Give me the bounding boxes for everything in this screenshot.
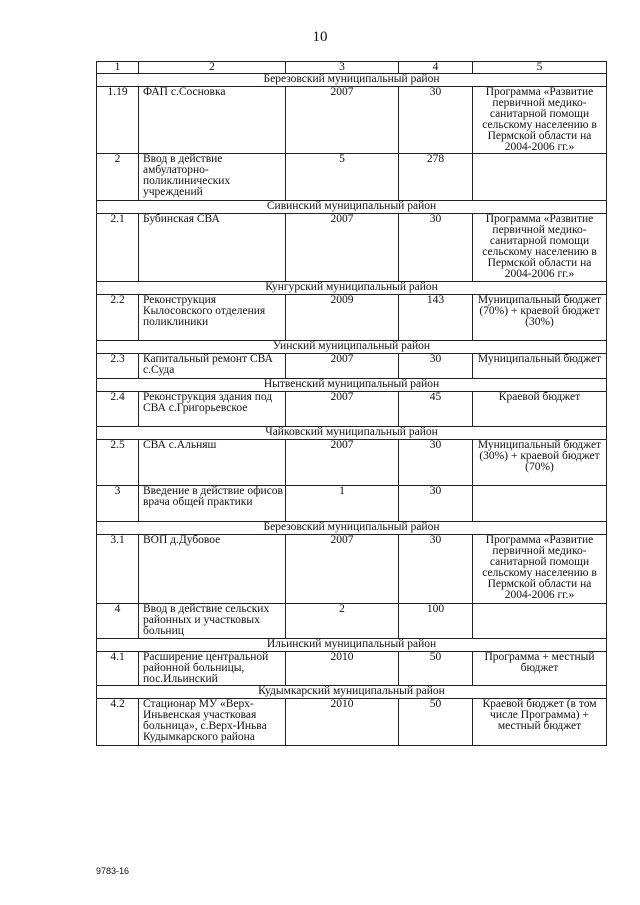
row-number: 3 bbox=[97, 486, 139, 522]
district-name: Нытвенский муниципальный район bbox=[97, 379, 607, 392]
district-row bbox=[97, 427, 607, 440]
table-row bbox=[97, 87, 607, 154]
header-cell: 4 bbox=[399, 62, 473, 74]
facility-name: ВОП д.Дубовое bbox=[139, 535, 286, 604]
header-cell: 3 bbox=[286, 62, 399, 74]
row-number: 2 bbox=[97, 154, 139, 201]
header-cell: 5 bbox=[473, 62, 607, 74]
facility-name: Стационар МУ «Верх-Иньвенская участковая больница», с.Верх-Иньва Кудымкарского района bbox=[139, 699, 286, 746]
value-cell: 30 bbox=[399, 214, 473, 282]
facilities-table bbox=[96, 61, 607, 746]
funding-source bbox=[473, 604, 607, 639]
funding-source: Программа «Развитие первичной медико-санитарной помощи сельскому населению в Пермской области на 2004-2006 гг.» bbox=[473, 535, 607, 604]
year-cell: 1 bbox=[286, 486, 399, 522]
value-cell: 278 bbox=[399, 154, 473, 201]
facility-name: Ввод в действие амбулаторно-поликлинических учреждений bbox=[139, 154, 286, 201]
header-cell: 2 bbox=[139, 62, 286, 74]
district-row bbox=[97, 341, 607, 354]
value-cell: 50 bbox=[399, 652, 473, 686]
row-number: 3.1 bbox=[97, 535, 139, 604]
year-cell: 2007 bbox=[286, 535, 399, 604]
value-cell: 100 bbox=[399, 604, 473, 639]
district-row bbox=[97, 686, 607, 699]
facility-name: СВА с.Альняш bbox=[139, 440, 286, 486]
value-cell: 30 bbox=[399, 87, 473, 154]
row-number: 1.19 bbox=[97, 87, 139, 154]
district-name: Уинский муниципальный район bbox=[97, 341, 607, 354]
row-number: 2.1 bbox=[97, 214, 139, 282]
facility-name: Реконструкция Кылосовского отделения поликлиники bbox=[139, 295, 286, 341]
row-number: 2.2 bbox=[97, 295, 139, 341]
row-number: 2.3 bbox=[97, 354, 139, 379]
funding-source: Краевой бюджет (в том числе Программа) + местный бюджет bbox=[473, 699, 607, 746]
funding-source: Краевой бюджет bbox=[473, 392, 607, 427]
district-name: Березовский муниципальный район bbox=[97, 522, 607, 535]
table-row bbox=[97, 652, 607, 686]
table-row bbox=[97, 535, 607, 604]
table-row bbox=[97, 354, 607, 379]
year-cell: 2007 bbox=[286, 87, 399, 154]
table-row bbox=[97, 604, 607, 639]
table-header-row bbox=[97, 62, 607, 74]
page-number: 10 bbox=[312, 29, 328, 45]
funding-source bbox=[473, 154, 607, 201]
year-cell: 2010 bbox=[286, 652, 399, 686]
facility-name: Ввод в действие сельских районных и участковых больниц bbox=[139, 604, 286, 639]
facility-name: Введение в действие офисов врача общей практики bbox=[139, 486, 286, 522]
table-row bbox=[97, 440, 607, 486]
row-number: 2.5 bbox=[97, 440, 139, 486]
district-row bbox=[97, 74, 607, 87]
district-name: Кудымкарский муниципальный район bbox=[97, 686, 607, 699]
district-row bbox=[97, 282, 607, 295]
funding-source: Муниципальный бюджет (70%) + краевой бюджет (30%) bbox=[473, 295, 607, 341]
district-name: Кунгурский муниципальный район bbox=[97, 282, 607, 295]
year-cell: 2009 bbox=[286, 295, 399, 341]
year-cell: 2007 bbox=[286, 440, 399, 486]
year-cell: 2007 bbox=[286, 392, 399, 427]
year-cell: 2007 bbox=[286, 214, 399, 282]
facility-name: ФАП с.Сосновка bbox=[139, 87, 286, 154]
year-cell: 2 bbox=[286, 604, 399, 639]
table-row bbox=[97, 699, 607, 746]
value-cell: 143 bbox=[399, 295, 473, 341]
funding-source: Программа «Развитие первичной медико-санитарной помощи сельскому населению в Пермской области на 2004-2006 гг.» bbox=[473, 87, 607, 154]
district-row bbox=[97, 522, 607, 535]
district-name: Березовский муниципальный район bbox=[97, 74, 607, 87]
value-cell: 30 bbox=[399, 354, 473, 379]
table-row bbox=[97, 214, 607, 282]
year-cell: 2007 bbox=[286, 354, 399, 379]
table-row bbox=[97, 392, 607, 427]
header-cell: 1 bbox=[97, 62, 139, 74]
table-row bbox=[97, 154, 607, 201]
district-row bbox=[97, 639, 607, 652]
row-number: 4.1 bbox=[97, 652, 139, 686]
document-code: 9783-16 bbox=[96, 866, 130, 876]
district-row bbox=[97, 201, 607, 214]
district-name: Сивинский муниципальный район bbox=[97, 201, 607, 214]
table-row bbox=[97, 486, 607, 522]
district-name: Ильинский муниципальный район bbox=[97, 639, 607, 652]
funding-source: Программа «Развитие первичной медико-санитарной помощи сельскому населению в Пермской области на 2004-2006 гг.» bbox=[473, 214, 607, 282]
funding-source: Программа + местный бюджет bbox=[473, 652, 607, 686]
year-cell: 5 bbox=[286, 154, 399, 201]
funding-source bbox=[473, 486, 607, 522]
funding-source: Муниципальный бюджет (30%) + краевой бюджет (70%) bbox=[473, 440, 607, 486]
facility-name: Реконструкция здания под СВА с.Григорьевское bbox=[139, 392, 286, 427]
value-cell: 30 bbox=[399, 535, 473, 604]
facility-name: Капитальный ремонт СВА с.Суда bbox=[139, 354, 286, 379]
value-cell: 30 bbox=[399, 486, 473, 522]
row-number: 2.4 bbox=[97, 392, 139, 427]
district-name: Чайковский муниципальный район bbox=[97, 427, 607, 440]
year-cell: 2010 bbox=[286, 699, 399, 746]
funding-source: Муниципальный бюджет bbox=[473, 354, 607, 379]
table-row bbox=[97, 295, 607, 341]
district-row bbox=[97, 379, 607, 392]
value-cell: 50 bbox=[399, 699, 473, 746]
value-cell: 45 bbox=[399, 392, 473, 427]
row-number: 4.2 bbox=[97, 699, 139, 746]
facility-name: Расширение центральной районной больницы, пос.Ильинский bbox=[139, 652, 286, 686]
value-cell: 30 bbox=[399, 440, 473, 486]
row-number: 4 bbox=[97, 604, 139, 639]
facility-name: Бубинская СВА bbox=[139, 214, 286, 282]
